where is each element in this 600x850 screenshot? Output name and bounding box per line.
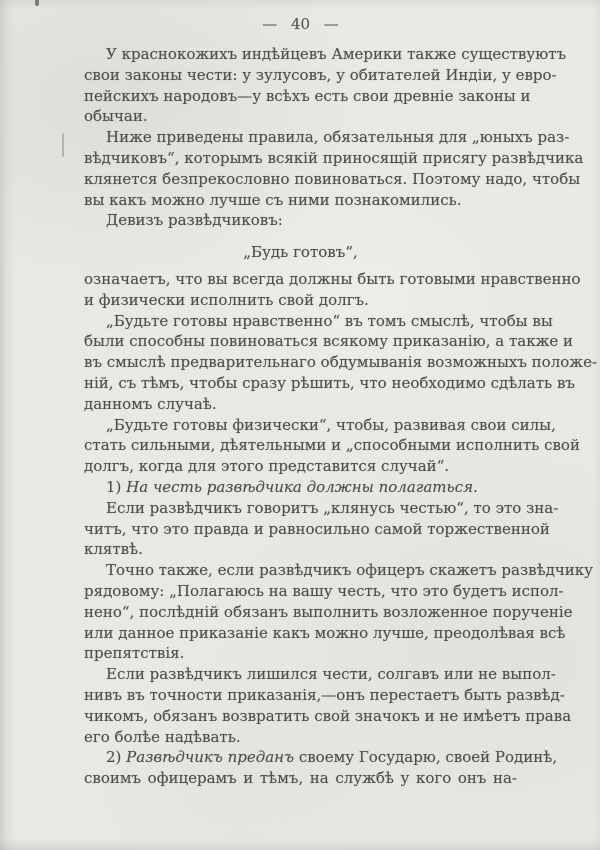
paragraph-11: [84, 664, 572, 747]
text-line: читъ, что это правда и равносильно самой торжественной: [84, 519, 550, 538]
text-line: нено“, послѣдній обязанъ выполнить возложенное порученіе: [84, 602, 573, 621]
text-line: „Будьте готовы физически“, чтобы, развивая свои силы,: [106, 415, 556, 434]
rule-heading-italic: На честь развѣдчика должны полагаться.: [126, 477, 478, 496]
text-line: ній, съ тѣмъ, чтобы сразу рѣшить, что необходимо сдѣлать въ: [84, 373, 575, 392]
text-line: въ смыслѣ предварительнаго обдумыванія возможныхъ положе-: [84, 353, 598, 372]
text-line: вѣдчиковъ“, которымъ всякій приносящій присягу развѣдчика: [84, 148, 584, 167]
text-line: или данное приказаніе какъ можно лучше, преодолѣвая всѣ: [84, 623, 566, 642]
text-line: вы какъ можно лучше съ ними познакомились.: [84, 190, 462, 209]
text-line: Если развѣдчикъ лишился чести, солгавъ или не выпол-: [106, 665, 556, 684]
text-line: свои законы чести: у зулусовъ, у обитателей Индіи, у евро-: [84, 65, 557, 84]
text-line: чикомъ, обязанъ возвратить свой значокъ и не имѣетъ права: [84, 706, 572, 725]
text-line: обычаи.: [84, 107, 148, 126]
text-line: „Будьте готовы нравственно“ въ томъ смыслѣ, чтобы вы: [106, 311, 553, 330]
item-number: 2): [106, 748, 127, 767]
paragraph-10: [84, 560, 593, 664]
paragraph-6: [84, 311, 598, 415]
paragraph-8-rule-1: [84, 477, 517, 498]
paper-scratch: [62, 133, 64, 157]
paragraph-7: [84, 415, 580, 477]
text-line: означаетъ, что вы всегда должны быть готовыми нравственно: [84, 269, 581, 288]
text-line: Девизъ развѣдчиковъ:: [106, 211, 283, 230]
text-line: своимъ офицерамъ и тѣмъ, на службѣ у кого онъ на-: [84, 769, 517, 788]
text-line: нивъ въ точности приказанія,—онъ перестаетъ быть развѣд-: [84, 685, 565, 704]
text-line: [84, 747, 558, 768]
rule-text: своему Государю, своей Родинѣ,: [294, 748, 558, 767]
page-number: — 40 —: [262, 15, 339, 33]
paper-speck: [35, 0, 39, 6]
text-line: Точно также, если развѣдчикъ офицеръ скажетъ развѣдчику: [106, 561, 593, 580]
text-line: клятвѣ.: [84, 540, 143, 559]
text-block: [84, 44, 598, 789]
paragraph-9: [84, 498, 559, 560]
item-number: 1): [106, 477, 127, 496]
text-line: клянется безпрекословно повиноваться. Поэтому надо, чтобы: [84, 169, 581, 188]
text-line: рядовому: „Полагаюсь на вашу честь, что это будетъ испол-: [84, 581, 564, 600]
paragraph-1: [84, 44, 567, 127]
text-line: Ниже приведены правила, обязательныя для „юныхъ раз-: [106, 128, 570, 147]
paragraph-2: [84, 127, 584, 210]
rule-heading-italic: Развѣдчикъ преданъ: [126, 748, 295, 767]
text-line: препятствія.: [84, 644, 185, 663]
paragraph-3: [84, 210, 517, 231]
scout-motto: „Будь готовъ“,: [243, 243, 358, 262]
text-line: Если развѣдчикъ говоритъ „клянусь честью“, то это зна-: [106, 498, 559, 517]
text-line: У краснокожихъ индѣйцевъ Америки также существуютъ: [106, 45, 567, 63]
text-line: стать сильными, дѣятельными и „способными исполнить свой: [84, 436, 580, 455]
paragraph-12-rule-2: [84, 747, 558, 789]
text-line: и физически исполнить свой долгъ.: [84, 290, 369, 309]
text-line: его болѣе надѣвать.: [84, 727, 241, 746]
text-line: [84, 477, 517, 498]
text-line: данномъ случаѣ.: [84, 394, 217, 413]
paragraph-5: [84, 269, 581, 311]
text-line: были способны повиноваться всякому приказанію, а также и: [84, 332, 574, 351]
text-line: пейскихъ народовъ—у всѣхъ есть свои древніе законы и: [84, 86, 531, 105]
text-line: долгъ, когда для этого представится случай“.: [84, 457, 450, 476]
